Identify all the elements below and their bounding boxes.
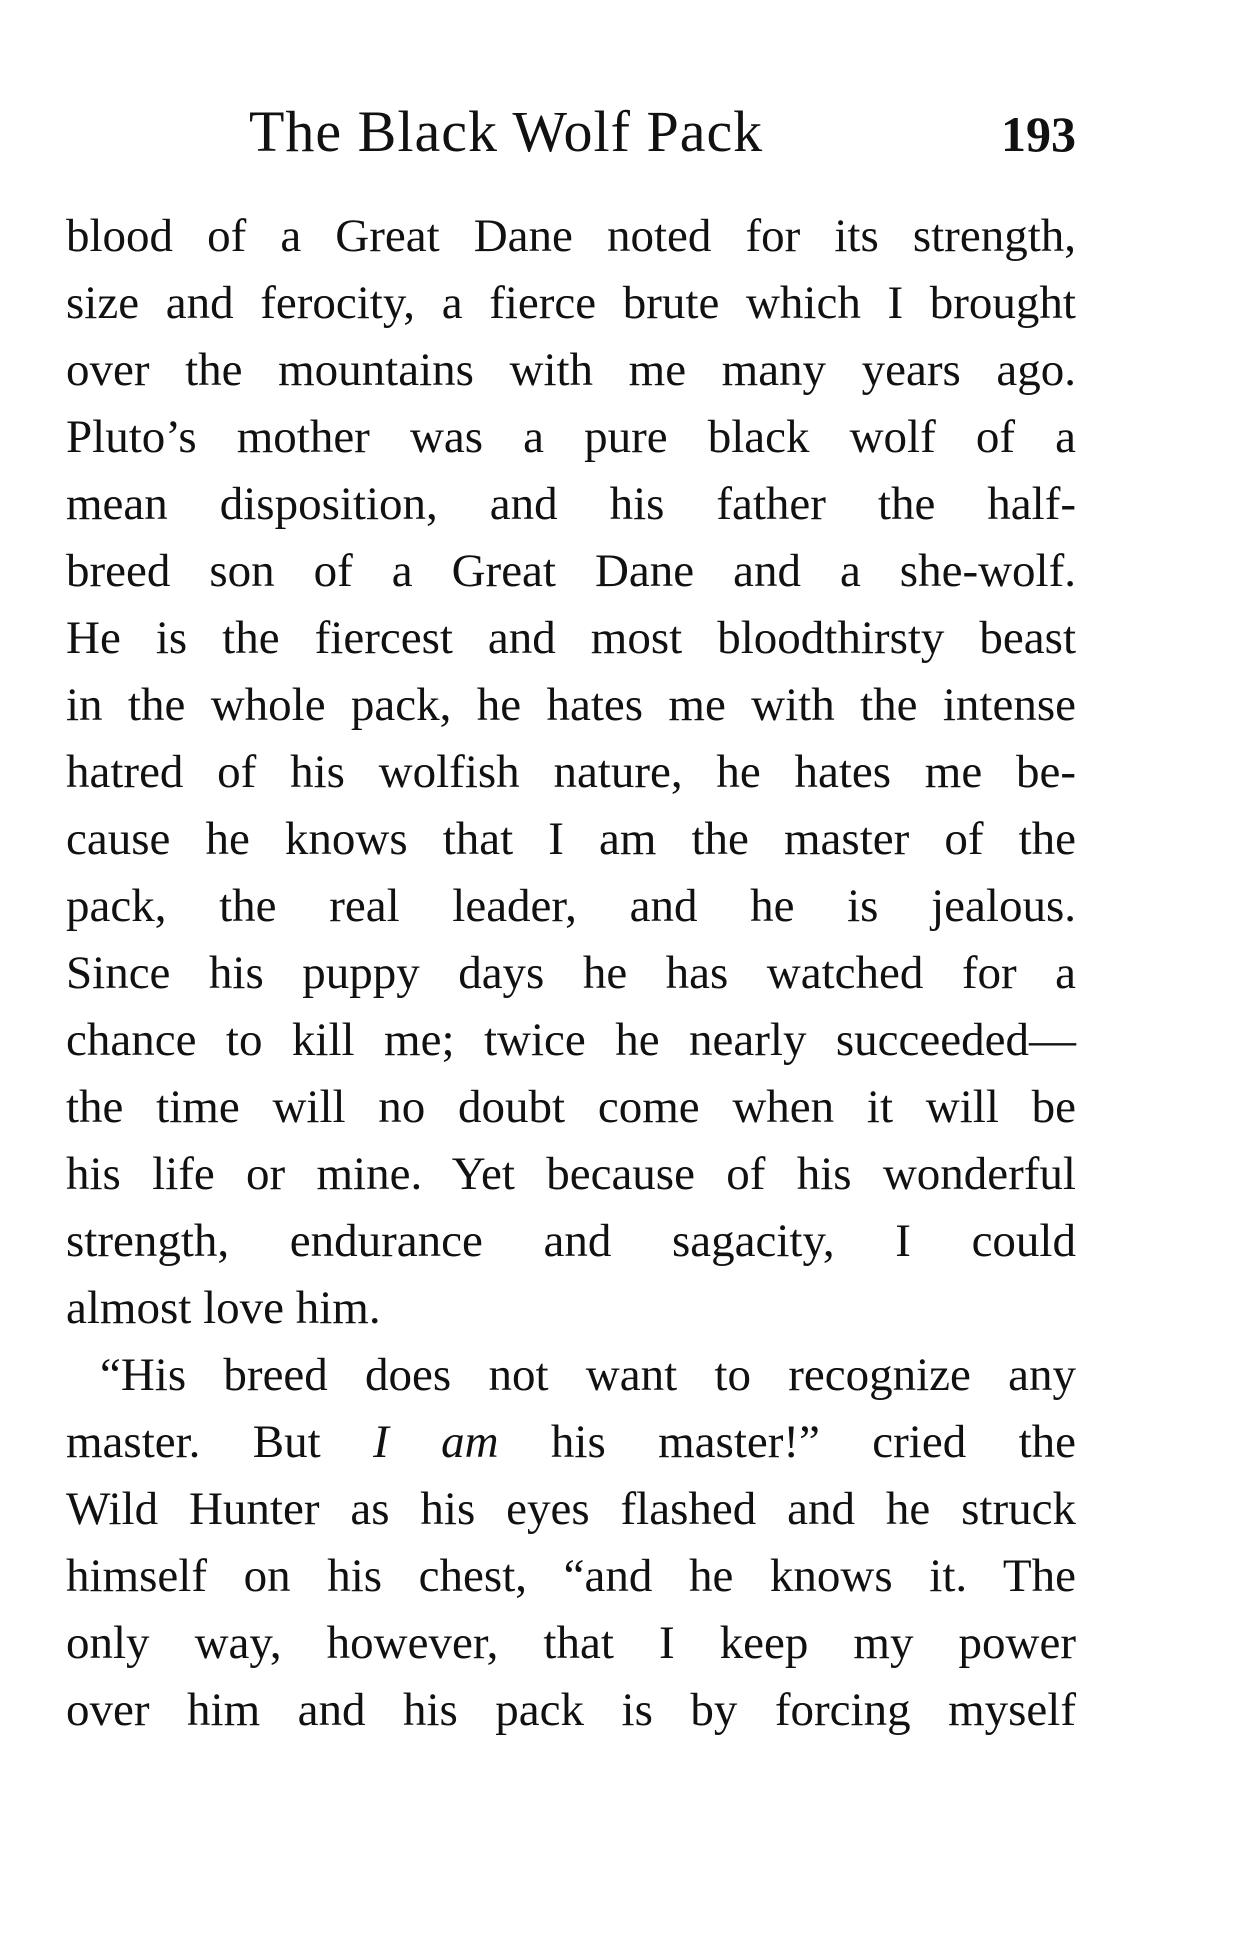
text-line: the time will no doubt come when it will be (66, 1081, 1076, 1133)
text-line: almost love him. (66, 1282, 381, 1334)
text-line: Pluto’s mother was a pure black wolf of a (66, 411, 1076, 463)
text-segment: master. But (66, 1416, 374, 1468)
emphasis-text: I am (373, 1416, 499, 1468)
text-line: himself on his chest, “and he knows it. The (66, 1550, 1076, 1602)
text-line: Since his puppy days he has watched for a (66, 947, 1076, 999)
text-line: in the whole pack, he hates me with the intense (66, 679, 1076, 731)
text-line: over him and his pack is by forcing myself (66, 1684, 1076, 1736)
text-line: He is the fiercest and most bloodthirsty beast (66, 612, 1076, 664)
text-line-with-emphasis (66, 1409, 1076, 1476)
text-line: size and ferocity, a fierce brute which I brought (66, 277, 1076, 329)
text-line: hatred of his wolfish nature, he hates me be- (66, 746, 1076, 798)
text-line: only way, however, that I keep my power (66, 1617, 1076, 1669)
page-number: 193 (1001, 106, 1076, 162)
body-text (66, 203, 1076, 1744)
text-line: cause he knows that I am the master of the (66, 813, 1076, 865)
text-line: mean disposition, and his father the half- (66, 478, 1076, 530)
text-line: strength, endurance and sagacity, I could (66, 1215, 1076, 1267)
text-segment: his master!” cried the (498, 1416, 1077, 1468)
text-line: Wild Hunter as his eyes flashed and he struck (66, 1483, 1076, 1535)
text-line: his life or mine. Yet because of his wonderful (66, 1148, 1076, 1200)
text-line: over the mountains with me many years ago. (66, 344, 1076, 396)
running-head (66, 92, 1076, 172)
text-line: pack, the real leader, and he is jealous. (66, 880, 1076, 932)
text-line: chance to kill me; twice he nearly succeeded— (66, 1014, 1076, 1066)
text-line: breed son of a Great Dane and a she-wolf. (66, 545, 1076, 597)
running-title: The Black Wolf Pack (249, 99, 764, 164)
text-line: blood of a Great Dane noted for its strength, (66, 210, 1076, 262)
text-line: “His breed does not want to recognize any (100, 1349, 1076, 1401)
